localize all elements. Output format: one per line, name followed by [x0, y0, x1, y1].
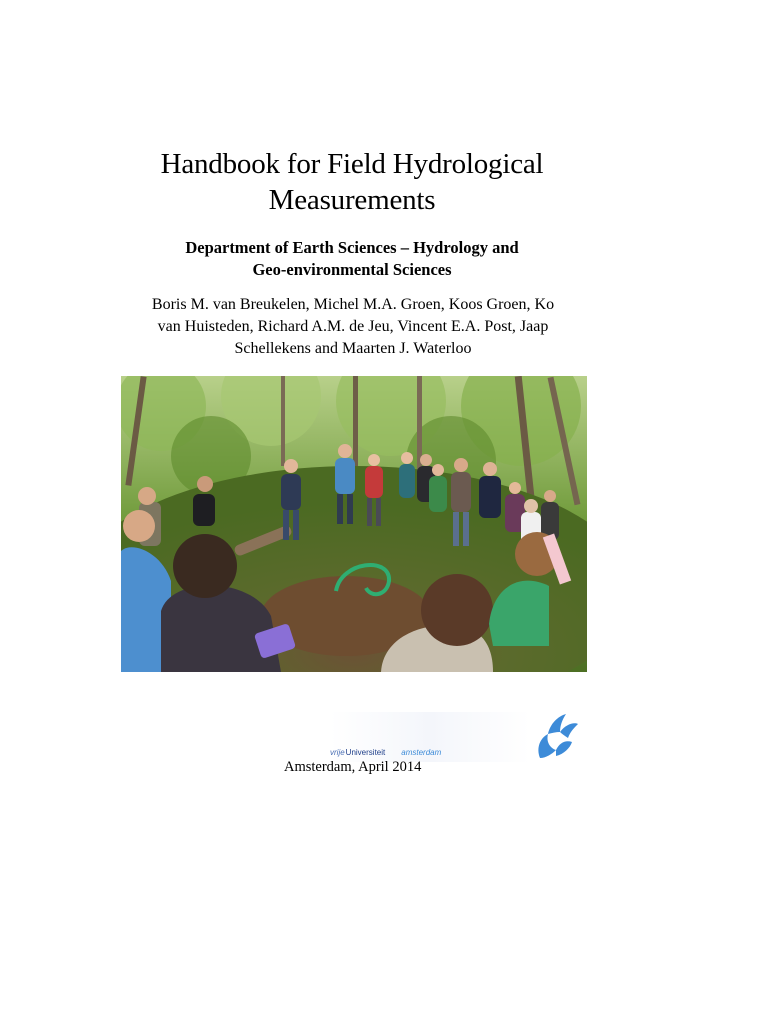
- vu-amsterdam-logo: [330, 712, 582, 762]
- logo-word-universiteit: Universiteit: [345, 748, 386, 757]
- title-line-1: Handbook for Field Hydrological: [160, 148, 544, 180]
- department: [120, 237, 584, 281]
- logo-word-amsterdam: amsterdam: [401, 748, 442, 757]
- logo-word-vrije: vrije: [330, 748, 345, 757]
- photo-illustration: [121, 376, 587, 672]
- authors-line-3: Schellekens and Maarten J. Waterloo: [234, 340, 472, 357]
- department-line-2: Geo-environmental Sciences: [252, 260, 452, 279]
- title-line-2: Measurements: [268, 184, 436, 216]
- document-title: [96, 146, 608, 218]
- authors-line-1: Boris M. van Breukelen, Michel M.A. Groen, Koos Groen, Ko: [151, 296, 555, 313]
- authors-line-2: van Huisteden, Richard A.M. de Jeu, Vincent E.A. Post, Jaap: [157, 318, 549, 335]
- logo-wordmark: [330, 748, 441, 757]
- department-line-1: Department of Earth Sciences – Hydrology and: [185, 238, 519, 257]
- griffin-icon: [530, 712, 580, 762]
- place-date: Amsterdam, April 2014: [284, 759, 422, 775]
- authors: [110, 294, 596, 360]
- field-group-photo: [121, 376, 587, 672]
